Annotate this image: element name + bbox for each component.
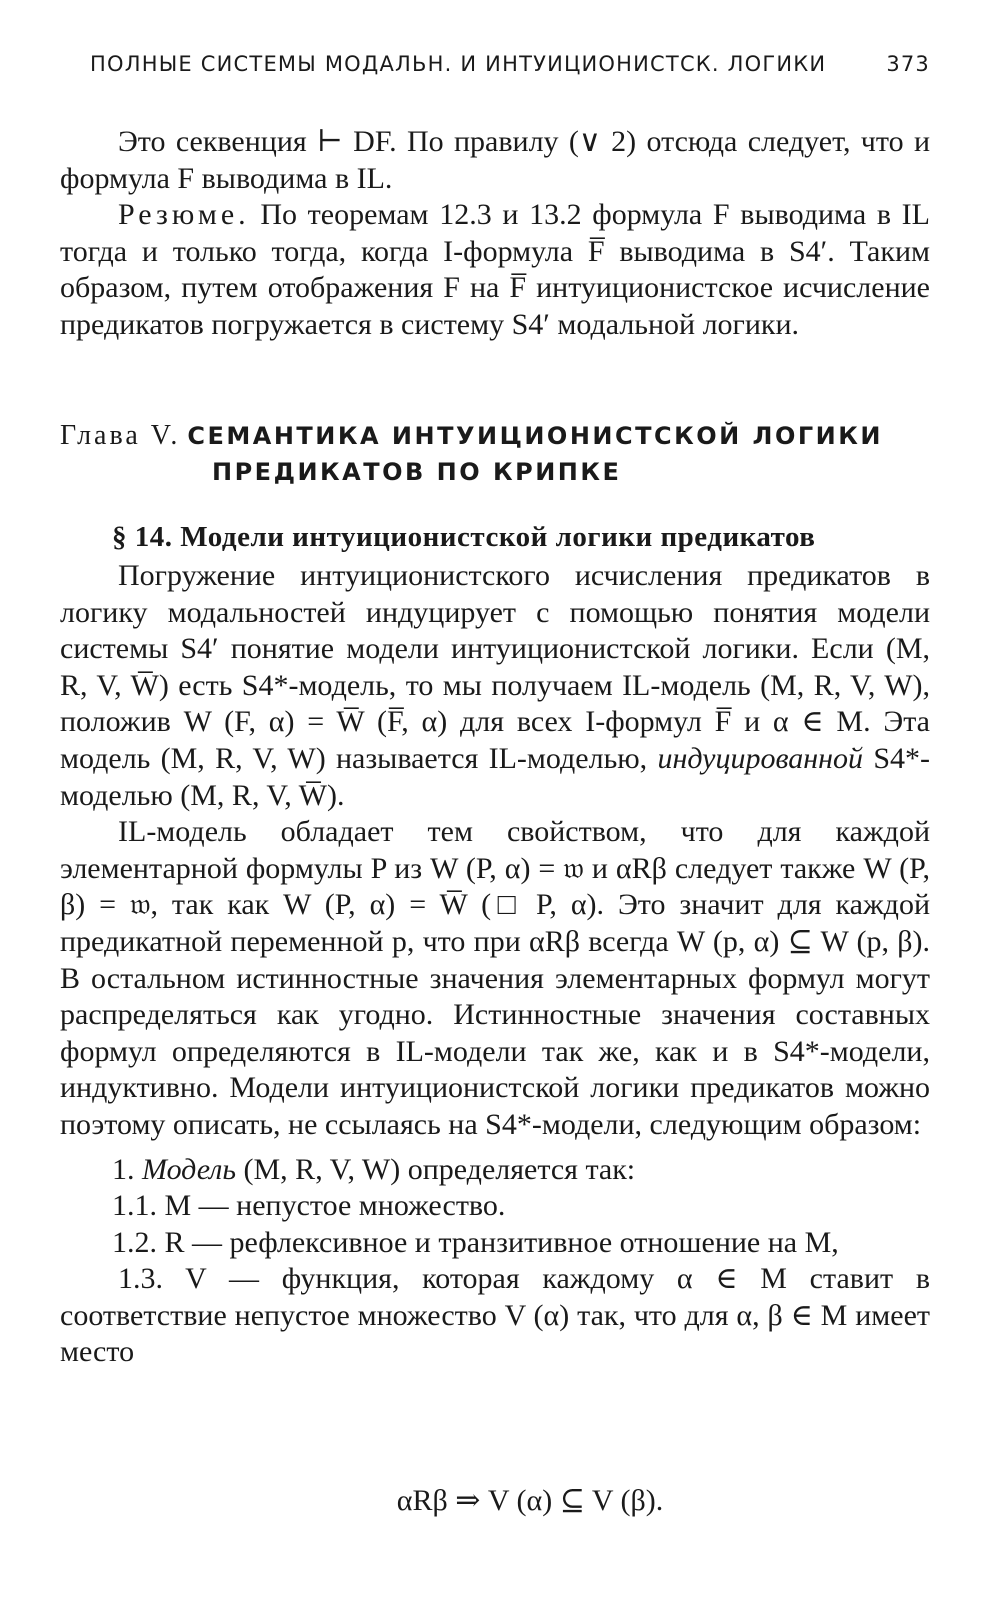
chapter-heading bbox=[60, 418, 930, 490]
model-term: Модель bbox=[142, 1152, 237, 1186]
paragraph-resume bbox=[60, 197, 930, 343]
paragraph-sequent: Это секвенция ⊢ DF. По правилу (∨ 2) отсюда следует, что и формула F выводима в IL. bbox=[60, 125, 930, 195]
list-item-1-1: 1.1. M — непустое множество. bbox=[112, 1189, 506, 1223]
running-title: ПОЛНЫЕ СИСТЕМЫ МОДАЛЬН. И ИНТУИЦИОНИСТСК. ЛОГИКИ bbox=[90, 52, 827, 76]
paragraph-embedding-end: S4*-моделью (M, R, V, W̅). bbox=[60, 741, 931, 812]
section-heading: § 14. Модели интуиционистской логики предикатов bbox=[112, 521, 816, 553]
list-item-1-num: 1. bbox=[112, 1152, 135, 1186]
main-block bbox=[60, 558, 930, 1371]
list-item-1-2: 1.2. R — рефлексивное и транзитивное отношение на M, bbox=[112, 1225, 839, 1259]
chapter-lead: Глава V. bbox=[60, 420, 181, 451]
chapter-title-line1: СЕМАНТИКА ИНТУИЦИОНИСТСКОЙ ЛОГИКИ bbox=[187, 422, 883, 450]
running-head bbox=[90, 52, 930, 76]
induced-term: индуцированной bbox=[657, 741, 864, 775]
list-item-1 bbox=[60, 1152, 930, 1189]
page-number: 373 bbox=[886, 52, 930, 76]
paragraph-embedding-text: Погружение интуиционистского исчисления предикатов в логику модальностей индуцирует с помощью понятия модели системы S4′ понятие модели интуиционистской логики. Если (M, R, V, W̅) есть S4*-модель, то мы получаем IL-модель (M, R, V, W), положив W (F, α) = W̅ (F̅, α) для всех I-формул F̅ и α ∈ M. Эта модель (M, R, V, W) называется IL-моделью, bbox=[60, 559, 930, 775]
resume-label: Резюме. bbox=[118, 198, 250, 232]
paragraph-il-model: IL-модель обладает тем свойством, что для каждой элементарной формулы P из W (P, α) = 𝔴 и αRβ следует также W (P, β) = 𝔴, так как W (P, α) = W̅ (□ P, α). Это значит для каждой предикатной переменной p, что при αRβ всегда W (p, α) ⊆ W (p, β). В остальном истинностные значения элементарных формул могут распределяться как угодно. Истинностные значения составных формул определяются в IL-модели так же, как и в S4*-модели, индуктивно. Модели интуиционистской логики предикатов можно поэтому описать, не ссылаясь на S4*-модели, следующим образом: bbox=[60, 815, 930, 1141]
list-item-1-3: 1.3. V — функция, которая каждому α ∈ M ставит в соответствие непустое множество V (α) так, что для α, β ∈ M имеет место bbox=[60, 1262, 930, 1369]
resume-text: По теоремам 12.3 и 13.2 формула F выводима в IL тогда и только тогда, когда I-формула F̅ выводима в S4′. Таким образом, путем отображения F на F̅ интуиционистское исчисление предикатов погружается в систему S4′ модальной логики. bbox=[60, 198, 930, 341]
display-formula: αRβ ⇒ V (α) ⊆ V (β). bbox=[396, 1484, 664, 1517]
chapter-title-line2: ПРЕДИКАТОВ ПО КРИПКЕ bbox=[212, 458, 622, 486]
list-item-1-text: (M, R, V, W) определяется так: bbox=[243, 1152, 636, 1186]
top-block bbox=[60, 124, 930, 344]
paragraph-embedding bbox=[60, 558, 930, 814]
